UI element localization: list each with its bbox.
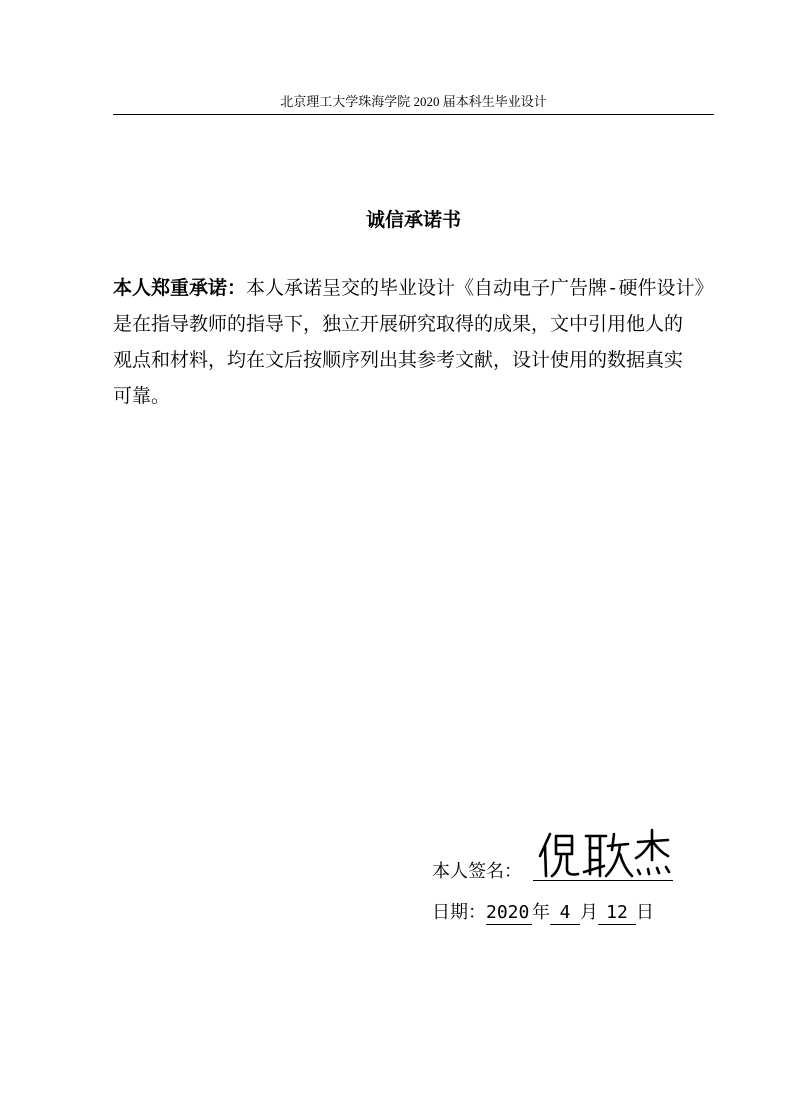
- pledge-lead: 本人郑重承诺：: [113, 277, 247, 299]
- document-title: 诚信承诺书: [365, 209, 461, 231]
- pledge-line-4: 可靠。: [113, 385, 171, 407]
- signature-label: 本人签名：: [432, 861, 522, 882]
- date-year-unit: 年: [532, 902, 550, 923]
- pledge-line-1: [113, 270, 714, 306]
- pledge-line-1-text: 本人承诺呈交的毕业设计《自动电子广告牌-硬件设计》: [246, 277, 714, 299]
- date-label: 日期：: [432, 902, 486, 923]
- date-day-unit: 日: [636, 902, 654, 923]
- header-divider: [113, 114, 714, 115]
- pledge-line-3: 观点和材料，均在文后按顺序列出其参考文献，设计使用的数据真实: [113, 349, 684, 371]
- signature-row: [432, 826, 692, 882]
- date-day: 12: [598, 901, 636, 925]
- date-month: 4: [550, 901, 580, 925]
- pledge-line-2: 是在指导教师的指导下，独立开展研究取得的成果，文中引用他人的: [113, 313, 684, 335]
- handwritten-signature: [534, 826, 672, 882]
- page-header: 北京理工大学珠海学院 2020 届本科生毕业设计: [280, 94, 547, 109]
- date-month-unit: 月: [580, 902, 598, 923]
- pledge-body: [113, 270, 714, 414]
- date-row: [432, 901, 654, 927]
- date-year: 2020: [486, 901, 532, 925]
- signature-underline: [533, 880, 673, 881]
